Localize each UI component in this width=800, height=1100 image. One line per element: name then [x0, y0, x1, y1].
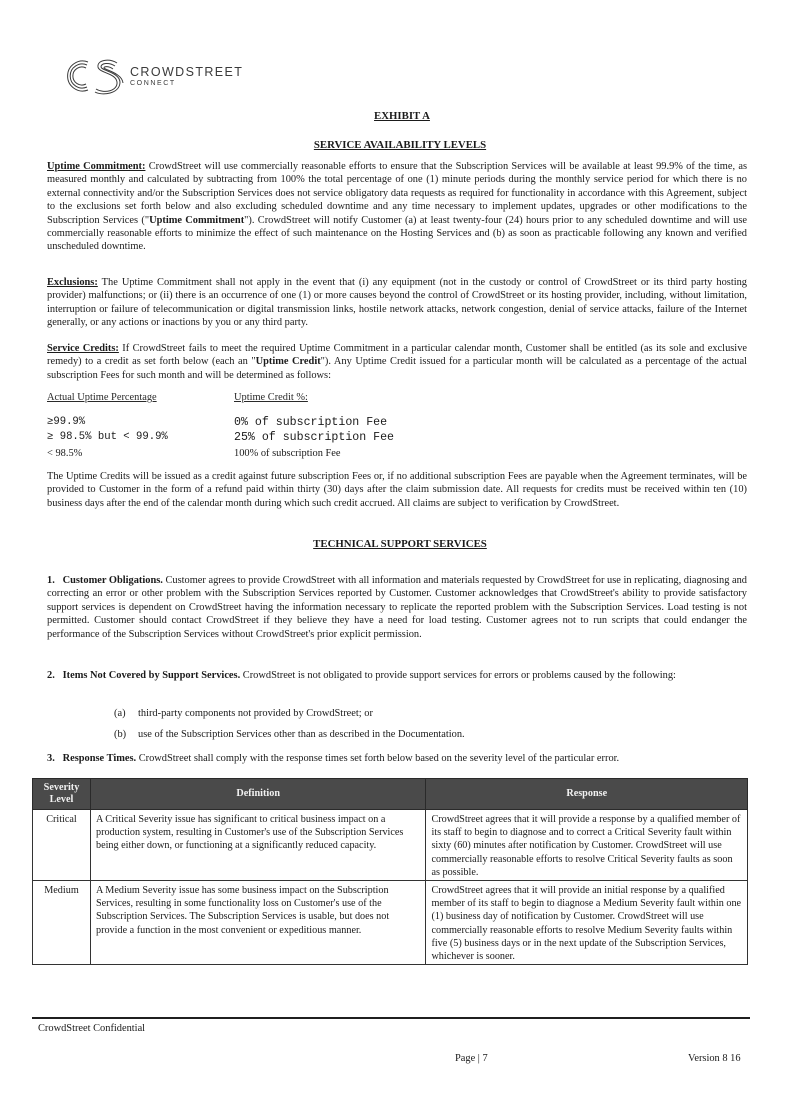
definition-cell: A Medium Severity issue has some business impact on the Subscription Services, resulting in some functionality loss on Customer's use of the Subscription Services. The Subscription Services is usable, but does not provide a function in the most convenient or expeditious manner.	[90, 881, 425, 965]
footer-confidential: CrowdStreet Confidential	[38, 1023, 146, 1034]
customer-obligations-paragraph	[47, 574, 747, 641]
credit-value: 0% of subscription Fee	[234, 415, 388, 429]
item2-number: 2.	[47, 670, 55, 681]
item2-heading: Items Not Covered by Support Services.	[62, 670, 241, 681]
footer-divider	[32, 1017, 750, 1019]
response-cell: CrowdStreet agrees that it will provide an initial response by a qualified member of its staff to begin to diagnose a Medium Severity fault within one (1) business day of notification by Customer. CrowdStreet will use commercially reasonable efforts to resolve Medium Severity faults within five (5) business days or in the next update of the Subscription Services, whichever is sooner.	[426, 881, 748, 965]
severity-level-cell: Critical	[33, 810, 91, 881]
logo-subtitle: CONNECT	[130, 79, 176, 87]
exhibit-title: EXHIBIT A	[374, 110, 430, 122]
item2-b-label: (b)	[114, 729, 127, 740]
service-credits-heading: Service Credits:	[47, 343, 119, 354]
service-credits-text-1: If CrowdStreet fails to meet the required Uptime Commitment in a particular calendar month, Customer shall be entitled (as its sole and exclusive remedy) to a credit as set forth below (each an "	[47, 343, 747, 368]
table-row	[33, 810, 748, 881]
service-credits-text-2: "). Any Uptime Credit issued for a particular month will be calculated as a percentage of the actual subscription Fees for such month and will be determined as follows:	[47, 356, 747, 381]
credit-row	[47, 430, 467, 446]
header-severity-level: Severity Level	[33, 779, 91, 810]
credits-note-paragraph	[47, 470, 747, 510]
header-response: Response	[426, 779, 748, 810]
item2-a-label: (a)	[114, 708, 126, 719]
item3-number: 3.	[47, 753, 55, 764]
service-credits-term: Uptime Credit	[255, 356, 321, 368]
item2-sub-b	[114, 728, 714, 741]
exclusions-heading: Exclusions:	[47, 277, 98, 288]
severity-level-cell: Medium	[33, 881, 91, 965]
crowdstreet-logo	[62, 54, 243, 98]
credit-col-percentage: Actual Uptime Percentage	[47, 392, 157, 404]
credit-pct: < 98.5%	[47, 447, 83, 459]
uptime-credit-table	[47, 390, 467, 461]
severity-table-header	[33, 779, 748, 810]
uptime-commitment-paragraph	[47, 160, 747, 254]
credits-note: The Uptime Credits will be issued as a credit against future subscription Fees or, if no additional subscription Fees are payable when the Agreement terminates, will be provided to Customer in the form of a refund paid within thirty (30) days after the claim submission date. All requests for credits must be received within ten (10) business days after the end of the calendar month during which such credit accrued. All claims are subject to verification by CrowdStreet.	[47, 471, 747, 509]
credit-table-header	[47, 390, 467, 406]
exclusions-text: The Uptime Commitment shall not apply in the event that (i) any equipment (not in the custody or control of CrowdStreet or its third party hosting provider) malfunctions; or (ii) there is an occurrence of one (1) or more causes beyond the control of CrowdStreet or its hosting provider, including, without limitation, interruption or failure of telecommunication or digital transmission links, hostile network attacks, network congestion, denial of service attacks, failure of the Internet generally, or any actions or inactions by you or any third party.	[47, 277, 747, 329]
section-title: SERVICE AVAILABILITY LEVELS	[313, 139, 487, 151]
logo-name: CROWDSTREET	[130, 64, 244, 79]
definition-cell: A Critical Severity issue has significant to critical business impact on a production system, resulting in Customer's use of the Subscription Services being either down, or functioning at a significantly reduced capacity.	[90, 810, 425, 881]
item1-number: 1.	[47, 575, 55, 586]
uptime-heading: Uptime Commitment:	[47, 161, 146, 172]
item2-text: CrowdStreet is not obligated to provide support services for errors or problems caused by the following:	[240, 670, 676, 681]
cs-logo-icon	[62, 54, 124, 98]
credit-value: 25% of subscription Fee	[234, 431, 395, 445]
footer-page-number: Page | 7	[455, 1053, 488, 1064]
item1-text: Customer agrees to provide CrowdStreet with all information and materials requested by CrowdStreet for use in replicating, diagnosing and correcting an error or other problem with the Subscription Services reported by Customer. Customer acknowledges that CrowdStreet's ability to provide satisfactory support services is dependent on CrowdStreet having the information necessary to replicate the reported problem with the Subscription Services. Load testing is not permitted. Customer should contact CrowdStreet if they believe they have a need for load testing. Customer agrees not to run scripts that could endanger the performance of the Subscription Services without CrowdStreet's prior explicit permission.	[47, 575, 747, 640]
footer-version: Version 8 16	[688, 1053, 741, 1064]
credit-value: 100% of subscription Fee	[234, 447, 341, 459]
items-not-covered-paragraph	[47, 669, 747, 682]
item2-a-text: third-party components not provided by CrowdStreet; or	[138, 708, 373, 719]
item2-sub-a	[114, 707, 714, 720]
technical-support-title: TECHNICAL SUPPORT SERVICES	[313, 538, 487, 550]
exclusions-paragraph	[47, 276, 747, 330]
item3-heading: Response Times.	[62, 753, 137, 764]
credit-row	[47, 446, 467, 462]
severity-response-table	[32, 778, 748, 965]
credit-pct: ≥99.9%	[47, 415, 86, 428]
item2-b-text: use of the Subscription Services other than as described in the Documentation.	[138, 729, 465, 740]
response-cell: CrowdStreet agrees that it will provide a response by a qualified member of its staff to begin to diagnose and to correct a Critical Severity fault within sixty (60) minutes after notification by Customer. CrowdStreet will use commercially reasonable efforts to resolve Critical Severity faults as soon as possible.	[426, 810, 748, 881]
response-times-paragraph	[47, 752, 747, 765]
service-credits-paragraph	[47, 342, 747, 382]
uptime-text-1: CrowdStreet will use commercially reasonable efforts to ensure that the Subscription Services will be available at least 99.9% of the time, as measured monthly and calculated by subtracting from 100% the total percentage of one (1) minute periods during the monthly service period for which there is no external connectivity and/or the Subscription Services does not service obligatory data requests as required for functionality in accordance with this Agreement, subject to the exclusions set forth below and also excluding scheduled downtime and any time necessary to implement updates, upgrades or other modifications to the Subscription Services ("	[47, 161, 747, 226]
credit-col-credit: Uptime Credit %:	[234, 392, 308, 404]
item3-text: CrowdStreet shall comply with the response times set forth below based on the severity level of the particular error.	[136, 753, 620, 764]
header-definition: Definition	[90, 779, 425, 810]
table-row	[33, 881, 748, 965]
uptime-text-2: "). CrowdStreet will notify Customer (a) at least twenty-four (24) hours prior to any scheduled downtime and will use commercially reasonable efforts to minimize the effect of such maintenance on the Hosting Services and (b) as soon as practicable following any known and verified unscheduled downtime.	[47, 214, 747, 253]
uptime-term: Uptime Commitment	[149, 214, 245, 226]
credit-row	[47, 415, 467, 431]
credit-pct: ≥ 98.5% but < 99.9%	[47, 431, 168, 444]
item1-heading: Customer Obligations.	[62, 575, 163, 586]
